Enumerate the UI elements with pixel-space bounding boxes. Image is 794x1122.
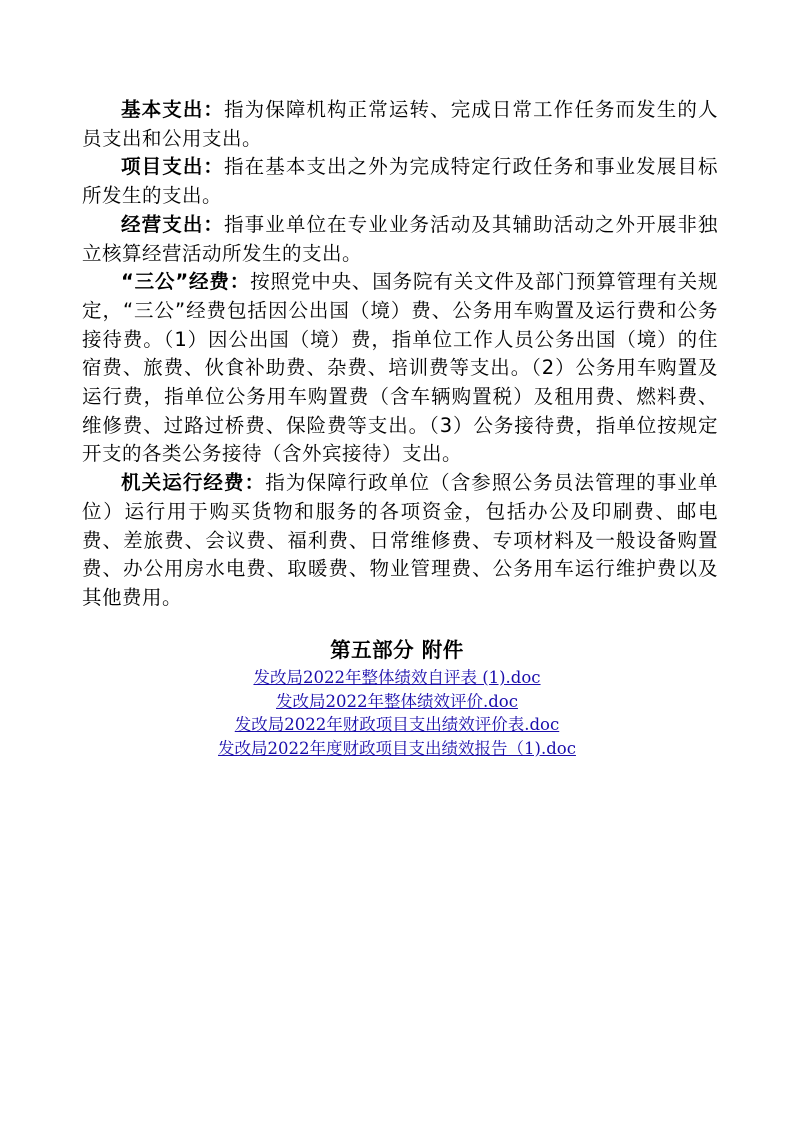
definition-three-public-funds xyxy=(82,268,718,469)
definitions-body xyxy=(82,96,718,613)
attachment-row xyxy=(0,666,794,690)
definition-term: “三公”经费： xyxy=(121,270,251,294)
section-title: 第五部分 附件 xyxy=(330,638,464,662)
definition-term: 机关运行经费： xyxy=(121,471,266,495)
attachment-link-self-evaluation[interactable]: 发改局2022年整体绩效自评表 (1).doc xyxy=(253,668,541,687)
definition-term: 基本支出： xyxy=(121,98,225,121)
definition-operating-expenditure xyxy=(82,211,718,268)
attachment-link-overall-evaluation[interactable]: 发改局2022年整体绩效评价.doc xyxy=(276,691,518,711)
definition-text: 指在基本支出之外为完成特定行政任务和事业发展目标所发生的支出。 xyxy=(82,155,718,208)
attachment-link-project-evaluation-table[interactable]: 发改局2022年财政项目支出绩效评价表.doc xyxy=(234,715,560,734)
attachment-link-project-performance-report[interactable]: 发改局2022年度财政项目支出绩效报告（1).doc xyxy=(218,738,576,758)
definition-text: 指事业单位在专业业务活动及其辅助活动之外开展非独立核算经营活动所发生的支出。 xyxy=(82,212,718,265)
definition-text: 指为保障机构正常运转、完成日常工作任务而发生的人员支出和公用支出。 xyxy=(82,98,718,150)
definition-text: 按照党中央、国务院有关文件及部门预算管理有关规定，“三公”经费包括因公出国（境）费、公务用车购置及运行费和公务接待费。（1）因公出国（境）费，指单位工作人员公务出国（境）的住宿费、旅费、伙食补助费、杂费、培训费等支出。（2）公务用车购置及运行费，指单位公务用车购置费（含车辆购置税）及租用费、燃料费、维修费、过路过桥费、保险费等支出。（3）公务接待费，指单位按规定开支的各类公务接待（含外宾接待）支出。 xyxy=(82,270,718,466)
definition-basic-expenditure xyxy=(82,96,718,153)
definition-agency-operating-funds xyxy=(82,469,718,613)
attachment-row xyxy=(0,713,794,737)
attachment-row xyxy=(0,737,794,761)
definition-term: 项目支出： xyxy=(121,155,225,179)
attachment-list xyxy=(0,666,794,760)
definition-project-expenditure xyxy=(82,153,718,210)
attachment-row xyxy=(0,690,794,714)
definition-text: 指为保障行政单位（含参照公务员法管理的事业单位）运行用于购买货物和服务的各项资金，包括办公及印刷费、邮电费、差旅费、会议费、福利费、日常维修费、专项材料及一般设备购置费、办公用房水电费、取暖费、物业管理费、公务用车运行维护费以及其他费用。 xyxy=(82,471,718,609)
definition-term: 经营支出： xyxy=(121,212,225,236)
